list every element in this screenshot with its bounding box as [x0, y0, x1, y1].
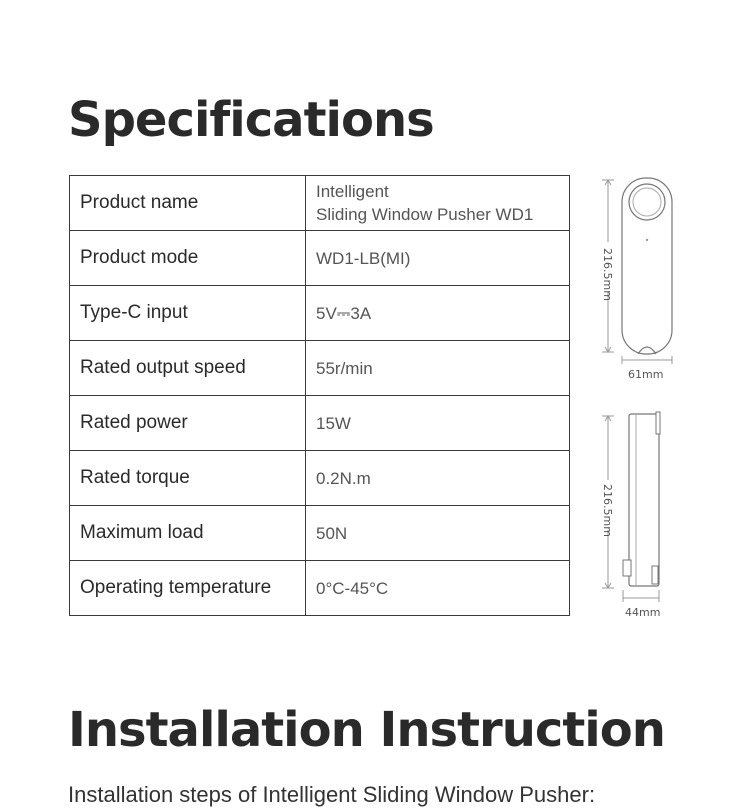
side-width-label: 44mm [625, 606, 661, 619]
specifications-table [69, 175, 570, 616]
spec-row [70, 451, 570, 506]
spec-value [306, 396, 570, 451]
spec-value-line: 55r/min [316, 358, 373, 378]
spec-value [306, 176, 570, 231]
spec-row [70, 561, 570, 616]
installation-heading: Installation Instruction [68, 702, 665, 758]
spec-value-line: 50N [316, 523, 348, 543]
spec-label: Product mode [70, 231, 306, 286]
spec-row [70, 506, 570, 561]
spec-value [306, 286, 570, 341]
spec-value-line: 5V⎓3A [316, 303, 372, 323]
spec-label: Operating temperature [70, 561, 306, 616]
side-view-diagram [596, 408, 686, 623]
front-height-label: 216.5mm [601, 248, 614, 301]
spec-row [70, 286, 570, 341]
spec-value [306, 341, 570, 396]
installation-subtitle: Installation steps of Intelligent Sliding Window Pusher: [68, 782, 596, 807]
spec-label: Type-C input [70, 286, 306, 341]
spec-value-line: 0.2N.m [316, 468, 371, 488]
front-view-diagram [596, 172, 686, 387]
spec-label: Product name [70, 176, 306, 231]
spec-row [70, 231, 570, 286]
spec-value-line: 15W [316, 413, 351, 433]
front-width-label: 61mm [628, 368, 664, 381]
spec-row [70, 341, 570, 396]
spec-value [306, 561, 570, 616]
spec-value [306, 231, 570, 286]
spec-label: Maximum load [70, 506, 306, 561]
spec-value-line: 0°C-45°C [316, 578, 389, 598]
spec-row [70, 176, 570, 231]
spec-value-line: Sliding Window Pusher WD1 [316, 205, 534, 224]
spec-value [306, 451, 570, 506]
spec-value [306, 506, 570, 561]
spec-value-line: Intelligent [316, 182, 389, 201]
spec-label: Rated power [70, 396, 306, 451]
spec-label: Rated torque [70, 451, 306, 506]
spec-row [70, 396, 570, 451]
side-height-label: 216.5mm [601, 484, 614, 537]
spec-value-line: WD1-LB(MI) [316, 248, 411, 268]
specifications-heading: Specifications [68, 92, 434, 148]
spec-label: Rated output speed [70, 341, 306, 396]
